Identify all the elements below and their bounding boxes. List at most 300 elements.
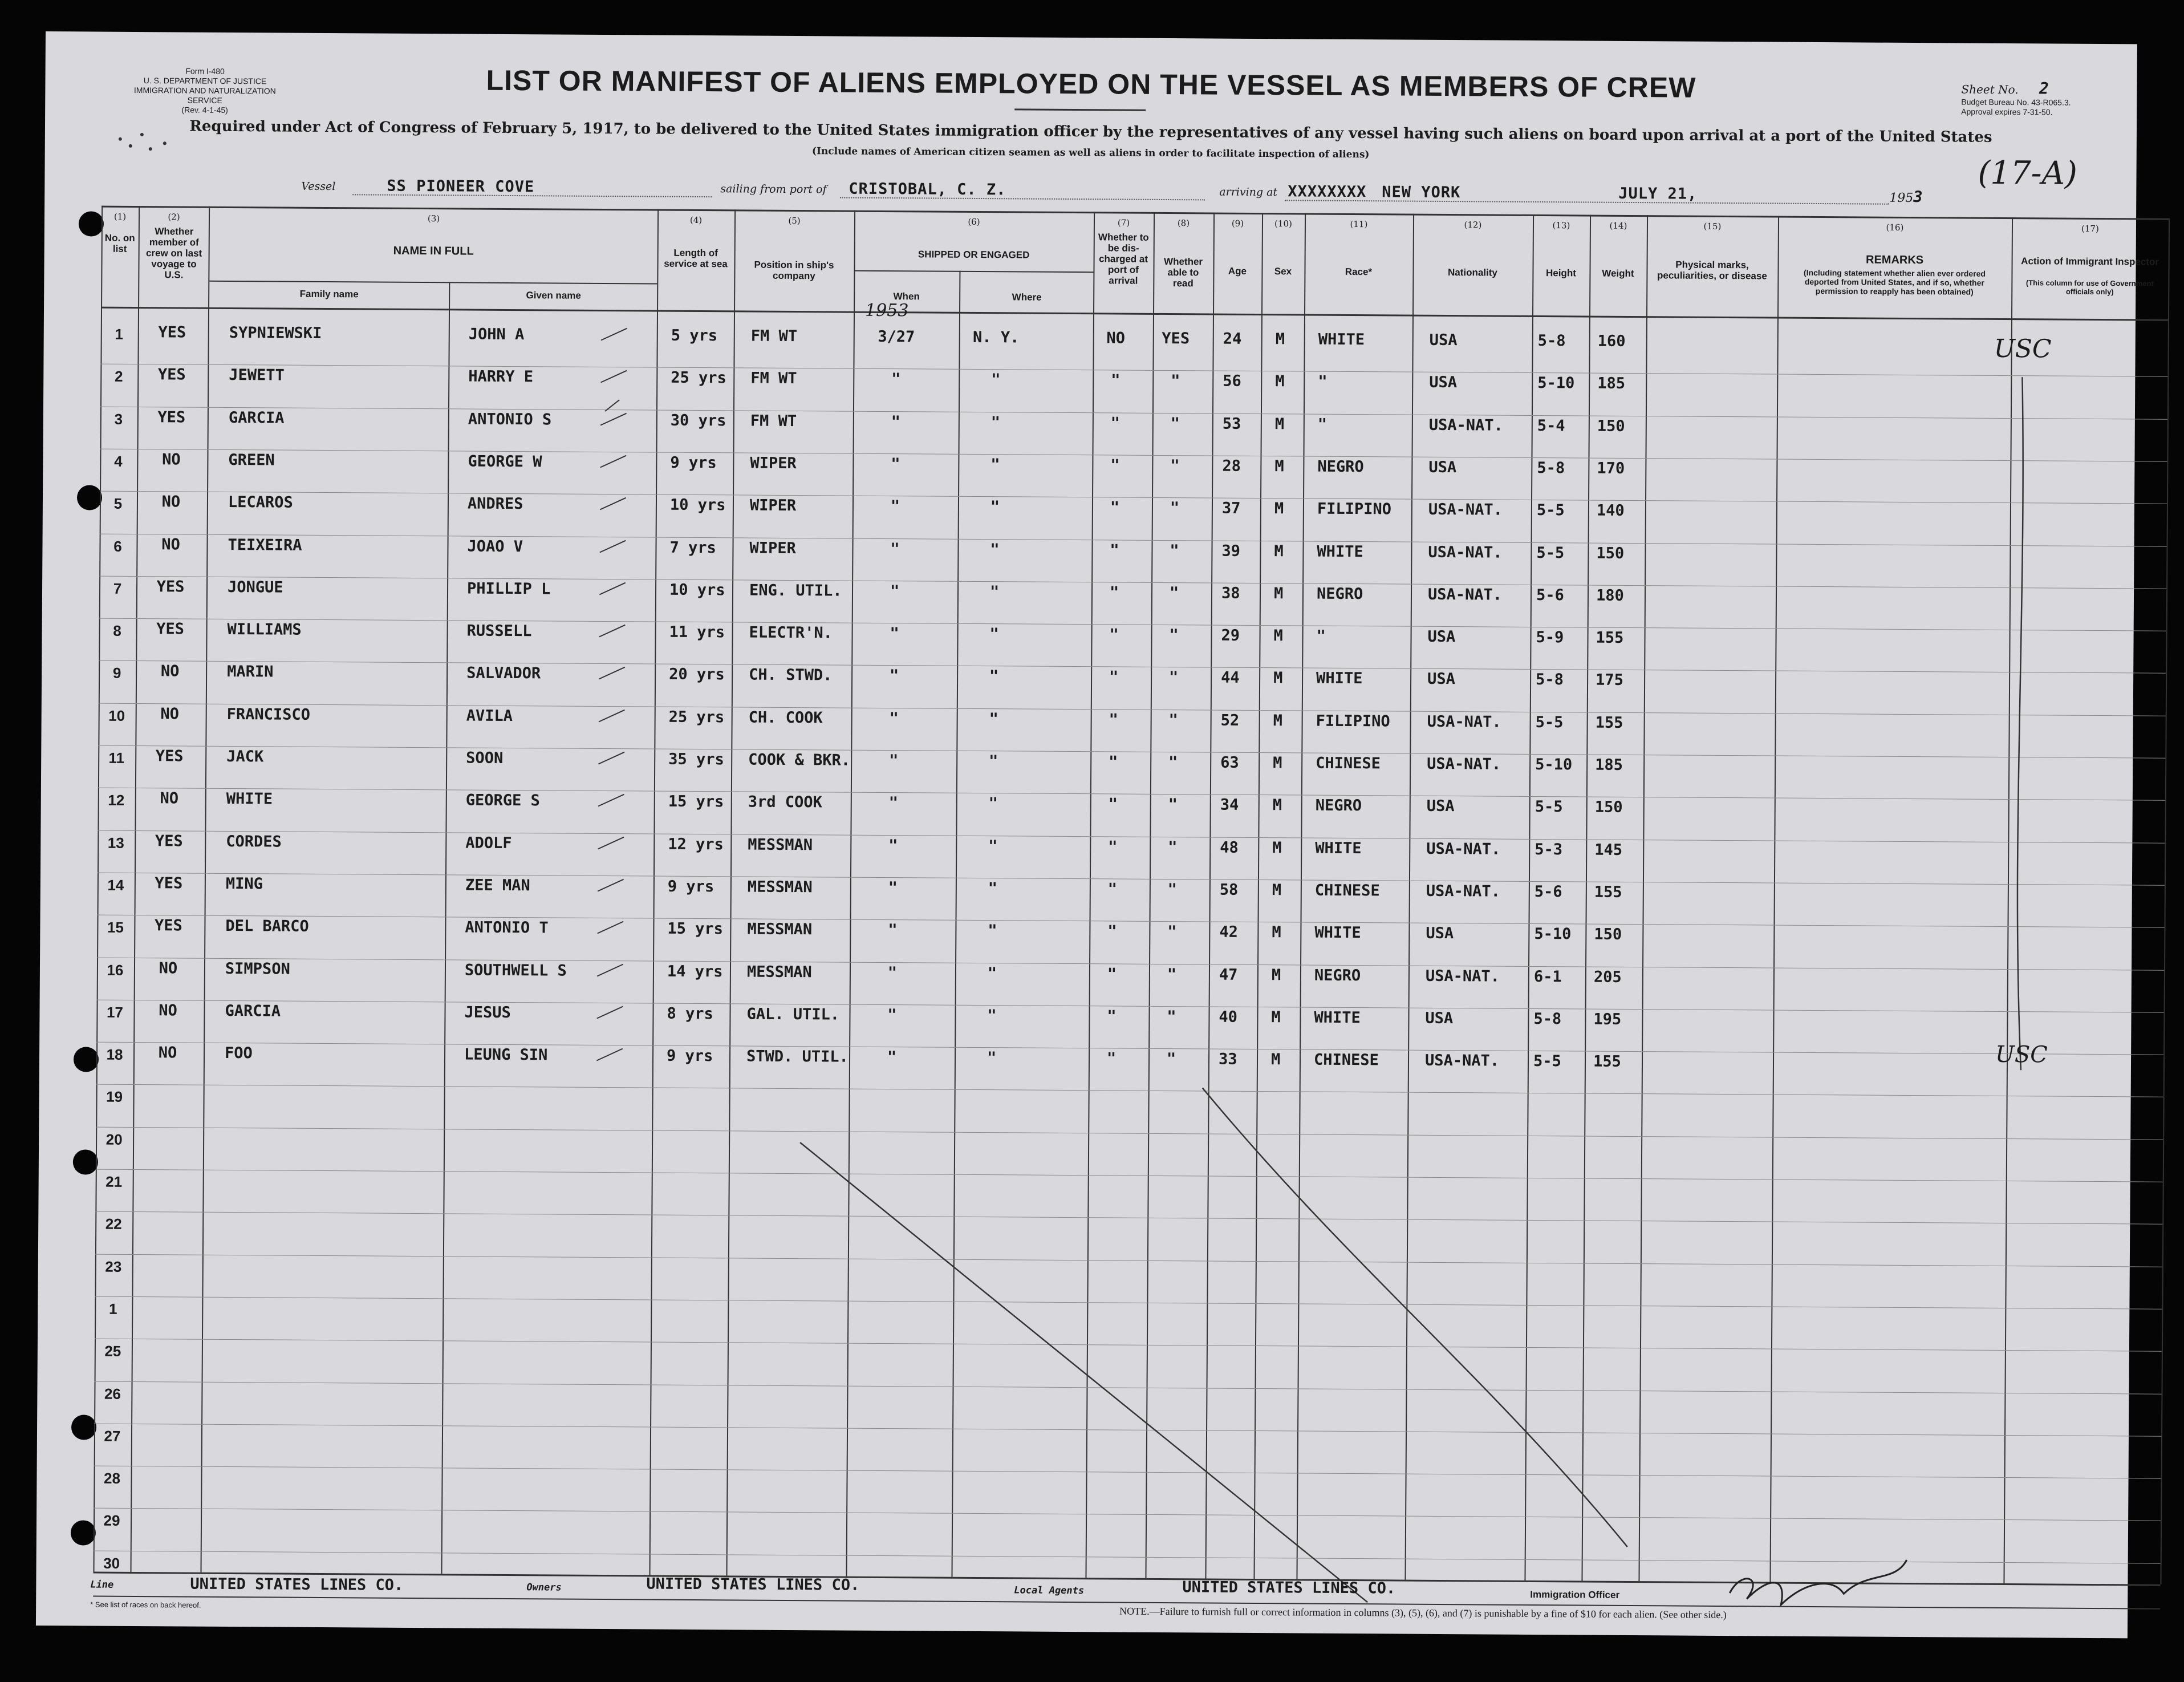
sex-cell: M	[1272, 881, 1282, 899]
shipped-when-cell: "	[887, 964, 898, 982]
sex-cell: M	[1275, 330, 1285, 348]
discharged-cell: "	[1109, 711, 1118, 729]
row-number: 27	[104, 1427, 121, 1445]
discharged-cell: "	[1109, 668, 1119, 686]
officer-label: Immigration Officer	[1530, 1588, 1620, 1600]
family-name-cell: FRANCISCO	[226, 705, 311, 724]
position-cell: FM WT	[750, 327, 798, 346]
col-15-number: (15)	[1703, 221, 1722, 232]
col-12-header: Nationality	[1447, 267, 1497, 278]
family-name-cell: GREEN	[228, 451, 275, 469]
prev-voyage-cell: NO	[159, 1002, 177, 1020]
vessel-name: SS PIONEER COVE	[387, 177, 535, 196]
family-name-cell: WHITE	[226, 789, 273, 808]
age-cell: 56	[1223, 372, 1241, 390]
form-title: LIST OR MANIFEST OF ALIENS EMPLOYED ON THE VESSEL AS MEMBERS OF CREW	[486, 64, 1696, 104]
col-3-number: (3)	[427, 213, 440, 224]
height-cell: 5-8	[1533, 1010, 1562, 1028]
owners-label: Owners	[526, 1582, 562, 1594]
ink-dot	[129, 144, 132, 148]
col-1-header: No. on list	[104, 232, 135, 254]
col-9-number: (9)	[1231, 218, 1244, 229]
service-cell: 20 yrs	[669, 665, 725, 684]
given-name-cell: ANTONIO T	[465, 918, 549, 937]
row-number: 11	[108, 749, 125, 767]
age-cell: 28	[1222, 457, 1241, 475]
inspector-mark-bottom: USC	[1995, 1041, 2048, 1068]
nationality-cell: USA-NAT.	[1426, 840, 1501, 858]
height-cell: 5-10	[1534, 925, 1572, 943]
shipped-when-cell: "	[887, 1048, 897, 1067]
col-10-number: (10)	[1274, 218, 1292, 229]
discharged-cell: "	[1108, 838, 1118, 856]
sex-cell: M	[1275, 372, 1285, 391]
service-cell: 11 yrs	[669, 623, 725, 642]
row-number: 2	[114, 367, 123, 385]
shipped-where-cell: "	[989, 667, 999, 686]
height-cell: 5-8	[1537, 459, 1565, 477]
penalty-note: NOTE.—Failure to furnish full or correct information in columns (3), (5), (6), and (7) is punishable by a fine of $10 for each alien. (See other side.)	[1119, 1605, 1727, 1621]
race-cell: WHITE	[1315, 839, 1362, 858]
position-cell: MESSMAN	[747, 878, 813, 897]
position-cell: FM WT	[750, 412, 797, 431]
height-cell: 5-5	[1533, 1052, 1561, 1071]
height-cell: 5-5	[1535, 713, 1564, 732]
service-cell: 30 yrs	[670, 411, 726, 430]
ink-dot	[140, 133, 144, 136]
col-3-header: NAME IN FULL	[393, 244, 474, 258]
revision: (Rev. 4-1-45)	[181, 105, 228, 115]
weight-cell: 185	[1595, 756, 1623, 774]
weight-cell: 205	[1593, 968, 1622, 986]
race-footnote: * See list of races on back hereof.	[90, 1600, 201, 1610]
diagonal-cancel-line	[797, 1142, 1370, 1602]
age-cell: 33	[1218, 1050, 1237, 1068]
nationality-cell: USA-NAT.	[1426, 882, 1500, 901]
nationality-cell: USA-NAT.	[1427, 585, 1503, 604]
race-cell: NEGRO	[1315, 796, 1362, 815]
age-cell: 44	[1221, 668, 1240, 687]
col-17-subheader: (This column for use of Government officials only)	[2025, 278, 2154, 297]
shipped-where-cell: "	[990, 414, 1001, 432]
prev-voyage-cell: YES	[155, 832, 183, 850]
age-cell: 29	[1221, 626, 1240, 645]
height-cell: 5-4	[1537, 416, 1565, 435]
position-cell: CH. COOK	[748, 708, 823, 727]
col-16-header: REMARKS	[1865, 253, 1924, 267]
agents-label: Local Agents	[1014, 1584, 1085, 1597]
col-11-number: (11)	[1350, 218, 1368, 230]
col-6-number: (6)	[968, 216, 980, 228]
row-number: 1	[108, 1300, 117, 1318]
family-name-cell: CORDES	[226, 832, 282, 851]
nationality-cell: USA-NAT.	[1428, 543, 1503, 562]
given-name-cell: PHILLIP L	[466, 579, 551, 598]
col-16-number: (16)	[1886, 222, 1904, 233]
sex-cell: M	[1272, 839, 1282, 857]
position-cell: MESSMAN	[746, 963, 812, 982]
weight-cell: 175	[1596, 671, 1623, 689]
row-number: 10	[108, 707, 125, 724]
nationality-cell: USA	[1429, 331, 1458, 350]
discharged-cell: "	[1110, 456, 1120, 475]
able-to-read-cell: "	[1170, 499, 1180, 517]
prev-voyage-cell: NO	[160, 662, 180, 680]
row-number: 21	[105, 1173, 123, 1190]
ink-dot	[149, 147, 152, 151]
sailing-from-port: CRISTOBAL, C. Z.	[849, 180, 1006, 199]
row-number: 13	[107, 834, 124, 852]
position-cell: STWD. UTIL.	[746, 1047, 849, 1066]
height-cell: 5-10	[1535, 755, 1573, 774]
race-cell: NEGRO	[1316, 585, 1363, 603]
given-name-cell: LEUNG SIN	[464, 1045, 548, 1064]
col-16-subheader: (Including statement whether alien ever ordered deported from United States, and if so, whether permission to reapply has been obtained)	[1803, 268, 1986, 297]
weight-cell: 150	[1596, 544, 1625, 562]
col-17-header: Action of Immigrant Inspector	[2021, 256, 2159, 268]
shipped-where-cell: "	[990, 456, 1000, 474]
nationality-cell: USA	[1429, 373, 1458, 392]
service-cell: 15 yrs	[667, 919, 724, 938]
discharged-cell: "	[1107, 1007, 1117, 1026]
service-cell: 25 yrs	[671, 368, 726, 387]
line-name: UNITED STATES LINES CO.	[190, 1575, 404, 1594]
height-cell: 5-8	[1536, 670, 1564, 689]
sex-cell: M	[1270, 1051, 1281, 1069]
able-to-read-cell: YES	[1162, 329, 1190, 348]
position-cell: WIPER	[750, 454, 797, 473]
given-name-cell: JOAO V	[467, 537, 523, 556]
row-number: 22	[105, 1215, 122, 1233]
row-number: 12	[108, 791, 125, 809]
discharged-cell: "	[1111, 371, 1121, 390]
sheet-label: Sheet No.	[1961, 82, 2019, 97]
race-cell: FILIPINO	[1317, 500, 1392, 518]
discharged-cell: "	[1107, 922, 1117, 941]
col-15-header: Physical marks, peculiarities, or disease	[1657, 259, 1767, 282]
shipped-when-cell: "	[889, 710, 899, 728]
prev-voyage-cell: YES	[157, 408, 186, 427]
prev-voyage-cell: YES	[156, 620, 185, 638]
arriving-port: NEW YORK	[1382, 183, 1461, 202]
prev-voyage-cell: NO	[160, 705, 180, 723]
service-cell: 9 yrs	[667, 877, 715, 896]
sex-cell: M	[1274, 415, 1285, 433]
weight-cell: 160	[1597, 332, 1626, 350]
service-cell: 5 yrs	[671, 326, 718, 345]
vessel-label: Vessel	[301, 180, 336, 193]
height-cell: 5-5	[1536, 544, 1565, 562]
col-2-number: (2)	[168, 212, 180, 222]
col-2-header: Whether member of crew on last voyage to U.S.	[145, 226, 202, 281]
prev-voyage-cell: NO	[161, 493, 181, 511]
sex-cell: M	[1273, 585, 1284, 603]
row-number: 8	[113, 622, 121, 639]
diagonal-cancel-line	[1200, 1088, 1630, 1547]
family-name-cell: JONGUE	[227, 578, 283, 597]
given-name-cell: HARRY E	[468, 367, 534, 386]
col-10-header: Sex	[1274, 266, 1292, 277]
sex-cell: M	[1273, 627, 1283, 645]
race-cell: "	[1318, 372, 1328, 391]
col-4-number: (4)	[689, 214, 703, 226]
row-number: 7	[113, 579, 122, 597]
sex-cell: M	[1272, 923, 1281, 942]
prev-voyage-cell: YES	[157, 366, 186, 384]
shipped-where-cell: "	[989, 710, 998, 728]
discharged-cell: "	[1110, 541, 1119, 560]
given-name-cell: GEORGE S	[465, 791, 540, 810]
col-13-number: (13)	[1552, 220, 1570, 231]
weight-cell: 155	[1593, 1052, 1621, 1071]
row-number: 15	[107, 918, 124, 936]
budget-number: Budget Bureau No. 43-R065.3.	[1961, 97, 2071, 107]
column-rule	[2160, 218, 2170, 1584]
col-13-header: Height	[1545, 268, 1576, 279]
shipped-when-cell: "	[890, 540, 900, 558]
family-name-cell: TEIXEIRA	[228, 536, 302, 554]
shipped-where-cell: "	[991, 371, 1001, 389]
prev-voyage-cell: YES	[155, 874, 183, 893]
shipped-when-cell: "	[891, 413, 901, 431]
officer-signature	[1730, 1559, 1906, 1606]
able-to-read-cell: "	[1168, 838, 1178, 857]
row-number: 23	[105, 1258, 122, 1275]
height-cell: 5-3	[1535, 840, 1563, 859]
row-number: 16	[107, 961, 124, 979]
position-cell: CH. STWD.	[749, 666, 833, 684]
shipped-where-cell: "	[987, 964, 997, 983]
given-name-cell: ANTONIO S	[468, 410, 552, 429]
age-cell: 48	[1220, 838, 1239, 857]
nationality-cell: USA	[1426, 797, 1455, 816]
family-name-cell: JACK	[226, 747, 264, 766]
pen-annotations	[36, 31, 2137, 1638]
age-cell: 42	[1219, 923, 1239, 941]
inspector-mark-top: USC	[1994, 334, 2052, 364]
shipped-where-cell: "	[990, 498, 1000, 516]
weight-cell: 155	[1594, 883, 1622, 901]
line-label: Line	[90, 1579, 114, 1591]
race-cell: WHITE	[1314, 1008, 1361, 1027]
row-number: 30	[103, 1554, 120, 1572]
family-name-cell: DEL BARCO	[225, 917, 309, 935]
discharged-cell: "	[1109, 583, 1119, 602]
row-number: 4	[114, 452, 123, 470]
shipped-when-cell: "	[889, 667, 899, 685]
age-cell: 47	[1219, 966, 1238, 984]
given-name-cell: GEORGE W	[468, 452, 542, 471]
given-name-cell: JESUS	[464, 1003, 511, 1022]
nationality-cell: USA	[1425, 1009, 1454, 1028]
able-to-read-cell: "	[1168, 711, 1178, 729]
service-cell: 7 yrs	[669, 538, 716, 557]
discharged-cell: "	[1109, 626, 1119, 644]
service-name: IMMIGRATION AND NATURALIZATION SERVICE	[133, 85, 276, 105]
row-number: 29	[103, 1511, 120, 1529]
sex-cell: M	[1272, 796, 1282, 814]
discharged-cell: NO	[1106, 329, 1126, 347]
discharged-cell: "	[1106, 1049, 1117, 1068]
given-name-cell: SOUTHWELL S	[464, 961, 567, 980]
sex-cell: M	[1273, 754, 1282, 772]
form-number: Form I-480	[185, 66, 225, 76]
nationality-cell: USA	[1428, 458, 1457, 477]
race-cell: WHITE	[1316, 669, 1363, 688]
shipped-when-cell: "	[890, 582, 900, 601]
col-14-header: Weight	[1602, 268, 1634, 279]
able-to-read-cell: "	[1169, 584, 1179, 602]
shipped-when-cell: "	[888, 921, 898, 939]
given-name-cell: SALVADOR	[466, 664, 541, 683]
nationality-cell: USA-NAT.	[1428, 416, 1503, 435]
height-cell: 5-6	[1536, 586, 1564, 605]
able-to-read-cell: "	[1169, 626, 1179, 645]
weight-cell: 140	[1596, 501, 1625, 520]
family-name-cell: GARCIA	[228, 408, 285, 427]
family-name-cell: LECAROS	[228, 493, 293, 512]
weight-cell: 185	[1597, 374, 1626, 392]
position-cell: ELECTR'N.	[749, 623, 833, 642]
form-subnote: (Include names of American citizen seamen as well as aliens in order to facilitate inspection of aliens)	[811, 145, 1370, 161]
shipped-where-cell: "	[988, 752, 998, 771]
shipped-when-cell: "	[891, 455, 900, 473]
prev-voyage-cell: YES	[154, 917, 182, 935]
sex-cell: M	[1274, 500, 1284, 518]
shipped-where-cell: "	[989, 583, 1000, 601]
position-cell: WIPER	[749, 496, 797, 515]
position-cell: ENG. UTIL.	[749, 581, 842, 600]
agents-name: UNITED STATES LINES CO.	[1182, 1578, 1396, 1598]
nationality-cell: USA-NAT.	[1425, 967, 1500, 986]
pen-stroke	[605, 400, 619, 411]
height-cell: 5-10	[1537, 374, 1575, 392]
sex-cell: M	[1271, 966, 1281, 984]
race-cell: WHITE	[1314, 923, 1361, 942]
height-cell: 5-8	[1537, 331, 1566, 350]
shipped-when-cell: "	[887, 1006, 897, 1024]
race-cell: FILIPINO	[1316, 712, 1390, 731]
discharged-cell: "	[1107, 965, 1117, 983]
col-1-number: (1)	[113, 211, 127, 222]
file-reference-handwritten: (17-A)	[1978, 154, 2078, 192]
weight-cell: 155	[1596, 629, 1624, 647]
position-cell: 3rd COOK	[748, 793, 822, 812]
nationality-cell: USA	[1427, 670, 1455, 688]
position-cell: COOK & BKR.	[748, 751, 851, 769]
approval-expiry: Approval expires 7-31-50.	[1961, 107, 2053, 117]
col-9-header: Age	[1228, 265, 1247, 277]
shipped-when-cell: "	[890, 625, 899, 643]
col-8-header: Whether able to read	[1164, 256, 1203, 289]
nationality-cell: USA	[1427, 627, 1456, 646]
shipped-when-cell: "	[888, 837, 898, 855]
able-to-read-cell: "	[1170, 457, 1180, 475]
sex-cell: M	[1273, 669, 1283, 687]
family-name-cell: GARCIA	[225, 1002, 281, 1020]
family-name-cell: SYPNIEWSKI	[229, 323, 322, 342]
row-number: 6	[113, 537, 122, 555]
arriving-struck-out: XXXXXXXX	[1288, 183, 1367, 201]
shipped-where-cell: N. Y.	[973, 328, 1020, 347]
arriving-label: arriving at	[1219, 185, 1278, 199]
position-cell: MESSMAN	[747, 920, 813, 939]
col-3b-header: Given name	[526, 290, 581, 301]
row-number: 19	[106, 1088, 123, 1105]
shipped-where-cell: "	[989, 625, 999, 643]
prev-voyage-cell: YES	[155, 747, 184, 765]
row-number: 28	[103, 1469, 121, 1487]
sex-cell: M	[1274, 457, 1284, 476]
race-cell: CHINESE	[1313, 1051, 1379, 1069]
shipped-where-cell: "	[988, 922, 997, 940]
discharged-cell: "	[1108, 753, 1118, 771]
prev-voyage-cell: YES	[156, 578, 185, 596]
family-name-cell: MING	[225, 874, 263, 893]
given-name-cell: AVILA	[466, 707, 513, 726]
col-3a-header: Family name	[299, 288, 359, 300]
service-cell: 9 yrs	[670, 453, 717, 472]
able-to-read-cell: "	[1166, 1050, 1176, 1068]
position-cell: MESSMAN	[748, 836, 813, 854]
row-number: 26	[104, 1385, 121, 1403]
weight-cell: 180	[1596, 586, 1624, 605]
sex-cell: M	[1273, 712, 1283, 730]
position-cell: GAL. UTIL.	[746, 1005, 840, 1024]
able-to-read-cell: "	[1167, 966, 1177, 984]
shipped-when-cell: "	[888, 752, 899, 770]
given-name-cell: ZEE MAN	[465, 876, 530, 895]
discharged-cell: "	[1110, 498, 1120, 517]
sex-cell: M	[1274, 542, 1284, 561]
age-cell: 40	[1219, 1008, 1238, 1026]
row-number: 3	[114, 410, 123, 428]
height-cell: 5-5	[1536, 501, 1565, 520]
service-cell: 15 yrs	[668, 792, 724, 811]
prev-voyage-cell: NO	[162, 451, 181, 469]
shipped-where-cell: "	[988, 795, 998, 813]
height-cell: 5-6	[1534, 882, 1562, 901]
able-to-read-cell: "	[1170, 415, 1180, 433]
shipped-where-cell: "	[987, 1049, 997, 1067]
given-name-cell: ANDRES	[467, 495, 523, 513]
weight-cell: 170	[1597, 459, 1625, 477]
age-cell: 39	[1221, 542, 1241, 560]
col-12-number: (12)	[1464, 220, 1482, 230]
row-number: 17	[106, 1003, 124, 1021]
height-cell: 6-1	[1533, 967, 1562, 986]
weight-cell: 150	[1597, 417, 1625, 435]
family-name-cell: FOO	[224, 1044, 253, 1063]
row-number: 1	[115, 325, 124, 343]
col-4-header: Length of service at sea	[664, 247, 728, 270]
race-cell: "	[1317, 415, 1328, 433]
discharged-cell: "	[1110, 414, 1121, 432]
race-cell: NEGRO	[1317, 457, 1364, 476]
row-number: 25	[104, 1342, 121, 1360]
shipped-where-cell: "	[990, 541, 1000, 559]
service-cell: 10 yrs	[669, 496, 726, 514]
col-17-number: (17)	[2081, 223, 2099, 234]
given-name-cell: RUSSELL	[466, 622, 532, 641]
able-to-read-cell: "	[1170, 542, 1179, 560]
height-cell: 5-5	[1535, 797, 1563, 816]
form-subtitle: Required under Act of Congress of February 5, 1917, to be delivered to the United States immigration officer by the representatives of any vessel having such aliens on board upon arrival at a port of the United States	[189, 117, 1992, 146]
owners-name: UNITED STATES LINES CO.	[646, 1575, 860, 1594]
weight-cell: 150	[1594, 798, 1623, 816]
col-6b-header: Where	[1012, 291, 1042, 303]
row-number: 14	[107, 876, 124, 894]
